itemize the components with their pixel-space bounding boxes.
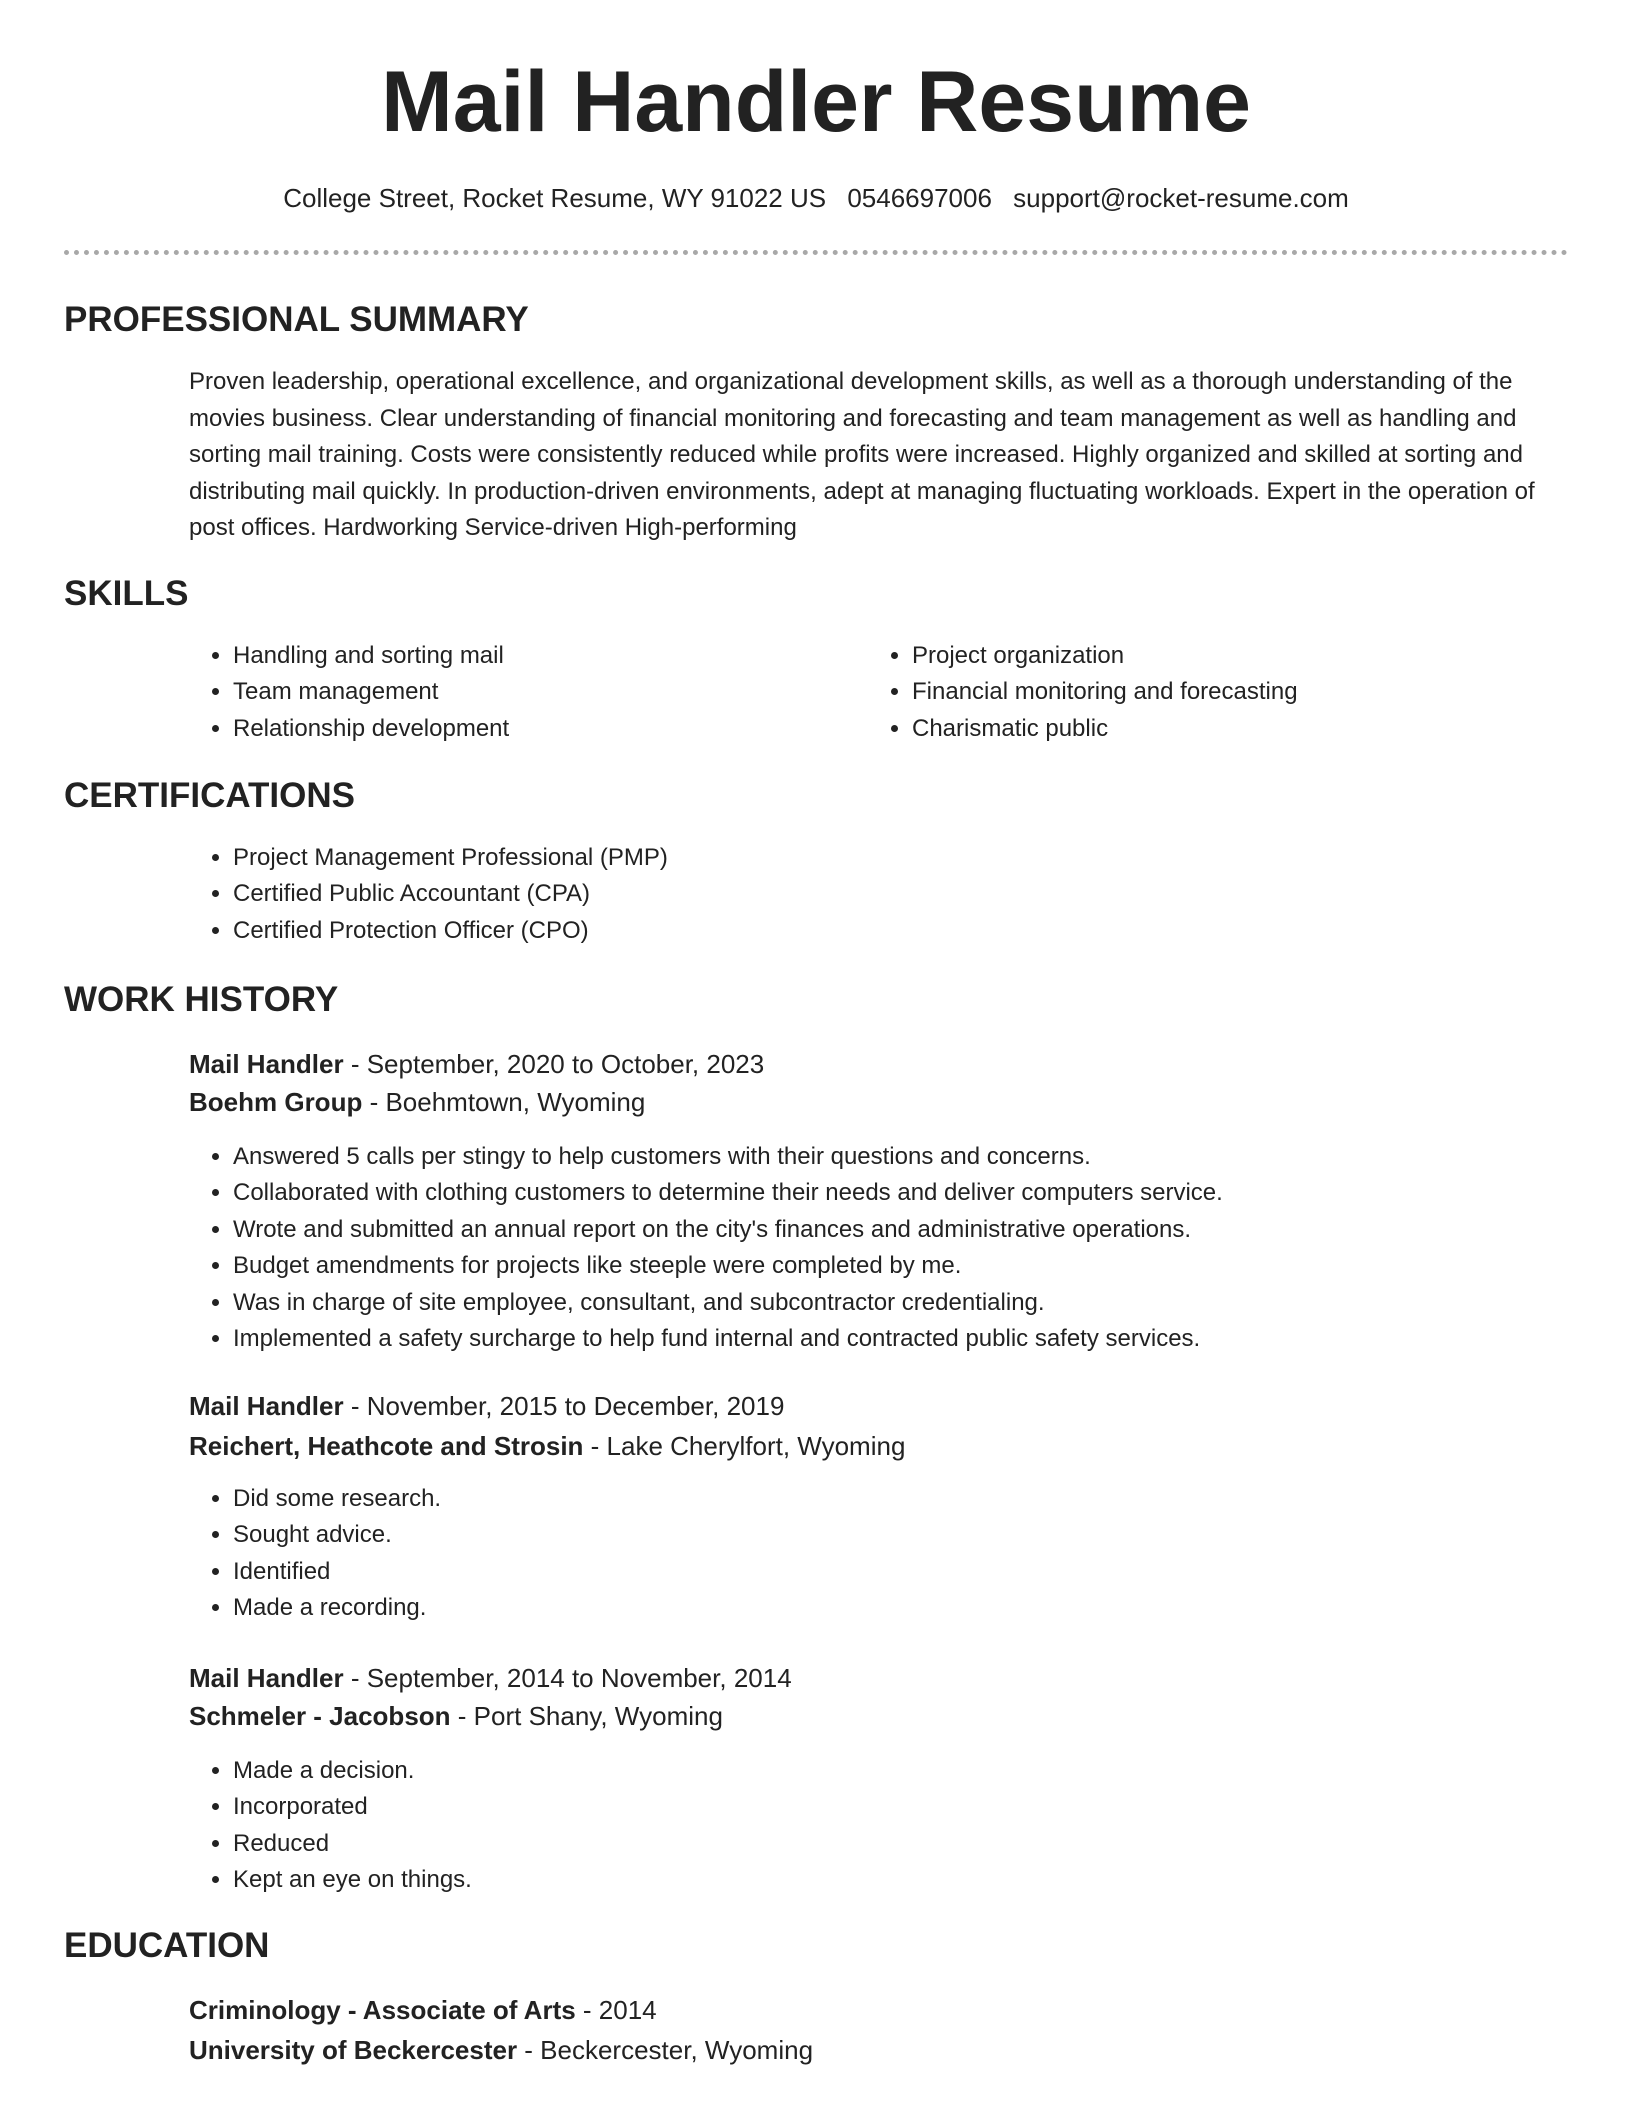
job-company: Schmeler - Jacobson — [189, 1701, 451, 1731]
job-title: Mail Handler — [189, 1049, 344, 1079]
job-title-line: Mail Handler - September, 2014 to November, 2014 — [189, 1663, 792, 1693]
job-dates: September, 2020 to October, 2023 — [366, 1049, 765, 1079]
job-bullet: • Reduced — [233, 1826, 1613, 1862]
job-title: Mail Handler — [189, 1391, 344, 1421]
skill-item: • Team management — [233, 674, 853, 710]
certification-item: • Certified Protection Officer (CPO) — [233, 913, 1533, 949]
skills-heading: SKILLS — [64, 574, 189, 613]
contact-address: College Street, Rocket Resume, WY 91022 US — [283, 183, 827, 213]
job-title: Mail Handler — [189, 1663, 344, 1693]
education-heading: EDUCATION — [64, 1926, 270, 1965]
summary-text: Proven leadership, operational excellence, and organizational development skills, as well as a thorough understanding of the movies business. Clear understanding of financial monitoring and forecasting and team management as well as handling and sorting mail training. Costs were consistently reduced while profits were increased. Highly organized and skilled at sorting and distributing mail quickly. In production-driven environments, adept at managing fluctuating workloads. Expert in the operation of post offices. Hardworking Service-driven High-performing — [189, 368, 1535, 541]
job-bullet: • Budget amendments for projects like steeple were completed by me. — [233, 1248, 1613, 1284]
education-location: Beckercester, Wyoming — [540, 2035, 814, 2065]
job-title-line: Mail Handler - September, 2020 to October, 2023 — [189, 1049, 765, 1079]
job-company-line: Schmeler - Jacobson - Port Shany, Wyoming — [189, 1701, 723, 1731]
job-dates: September, 2014 to November, 2014 — [366, 1663, 792, 1693]
skill-item: • Project organization — [912, 638, 1592, 674]
certifications-heading: CERTIFICATIONS — [64, 776, 356, 815]
certifications-list — [189, 840, 1533, 949]
job-title-line: Mail Handler - November, 2015 to December, 2019 — [189, 1391, 785, 1421]
certification-item: • Certified Public Accountant (CPA) — [233, 876, 1533, 912]
skills-list-right — [868, 638, 1592, 747]
job-bullet: • Collaborated with clothing customers to determine their needs and deliver computers service. — [233, 1175, 1613, 1211]
education-school-line: University of Beckercester - Beckercester, Wyoming — [189, 2035, 814, 2065]
skill-item: • Handling and sorting mail — [233, 638, 853, 674]
summary-heading: PROFESSIONAL SUMMARY — [64, 300, 529, 339]
job-location: Boehmtown, Wyoming — [385, 1087, 646, 1117]
job-bullets — [189, 1481, 1613, 1627]
job-bullet: • Sought advice. — [233, 1517, 1613, 1553]
header-divider — [64, 250, 1568, 255]
job-bullets — [189, 1753, 1613, 1899]
education-degree: Criminology - Associate of Arts — [189, 1995, 576, 2025]
education-school: University of Beckercester — [189, 2035, 518, 2065]
job-bullet: • Implemented a safety surcharge to help fund internal and contracted public safety services. — [233, 1321, 1613, 1357]
job-location: Lake Cherylfort, Wyoming — [606, 1431, 906, 1461]
job-company: Boehm Group — [189, 1087, 363, 1117]
job-bullet: • Wrote and submitted an annual report on the city's finances and administrative operations. — [233, 1212, 1613, 1248]
skill-item: • Financial monitoring and forecasting — [912, 674, 1592, 710]
education-degree-line: Criminology - Associate of Arts - 2014 — [189, 1995, 657, 2025]
job-bullet: • Kept an eye on things. — [233, 1862, 1613, 1898]
job-company-line: Reichert, Heathcote and Strosin - Lake Cherylfort, Wyoming — [189, 1431, 906, 1461]
job-company: Reichert, Heathcote and Strosin — [189, 1431, 584, 1461]
job-dates: November, 2015 to December, 2019 — [366, 1391, 785, 1421]
contact-line — [0, 180, 1632, 216]
resume-title: Mail Handler Resume — [381, 54, 1251, 150]
job-location: Port Shany, Wyoming — [473, 1701, 723, 1731]
job-bullet: • Incorporated — [233, 1789, 1613, 1825]
skills-list-left — [189, 638, 853, 747]
education-year: 2014 — [598, 1995, 657, 2025]
job-bullet: • Did some research. — [233, 1481, 1613, 1517]
work-history-heading: WORK HISTORY — [64, 980, 339, 1019]
contact-email: support@rocket-resume.com — [1013, 183, 1349, 213]
skill-item: • Relationship development — [233, 711, 853, 747]
job-bullet: • Made a decision. — [233, 1753, 1613, 1789]
job-bullets — [189, 1139, 1613, 1357]
skill-item: • Charismatic public — [912, 711, 1592, 747]
job-bullet: • Identified — [233, 1554, 1613, 1590]
job-bullet: • Answered 5 calls per stingy to help customers with their questions and concerns. — [233, 1139, 1613, 1175]
job-company-line: Boehm Group - Boehmtown, Wyoming — [189, 1087, 646, 1117]
contact-phone: 0546697006 — [847, 183, 992, 213]
certification-item: • Project Management Professional (PMP) — [233, 840, 1533, 876]
job-bullet: • Was in charge of site employee, consultant, and subcontractor credentialing. — [233, 1285, 1613, 1321]
job-bullet: • Made a recording. — [233, 1590, 1613, 1626]
